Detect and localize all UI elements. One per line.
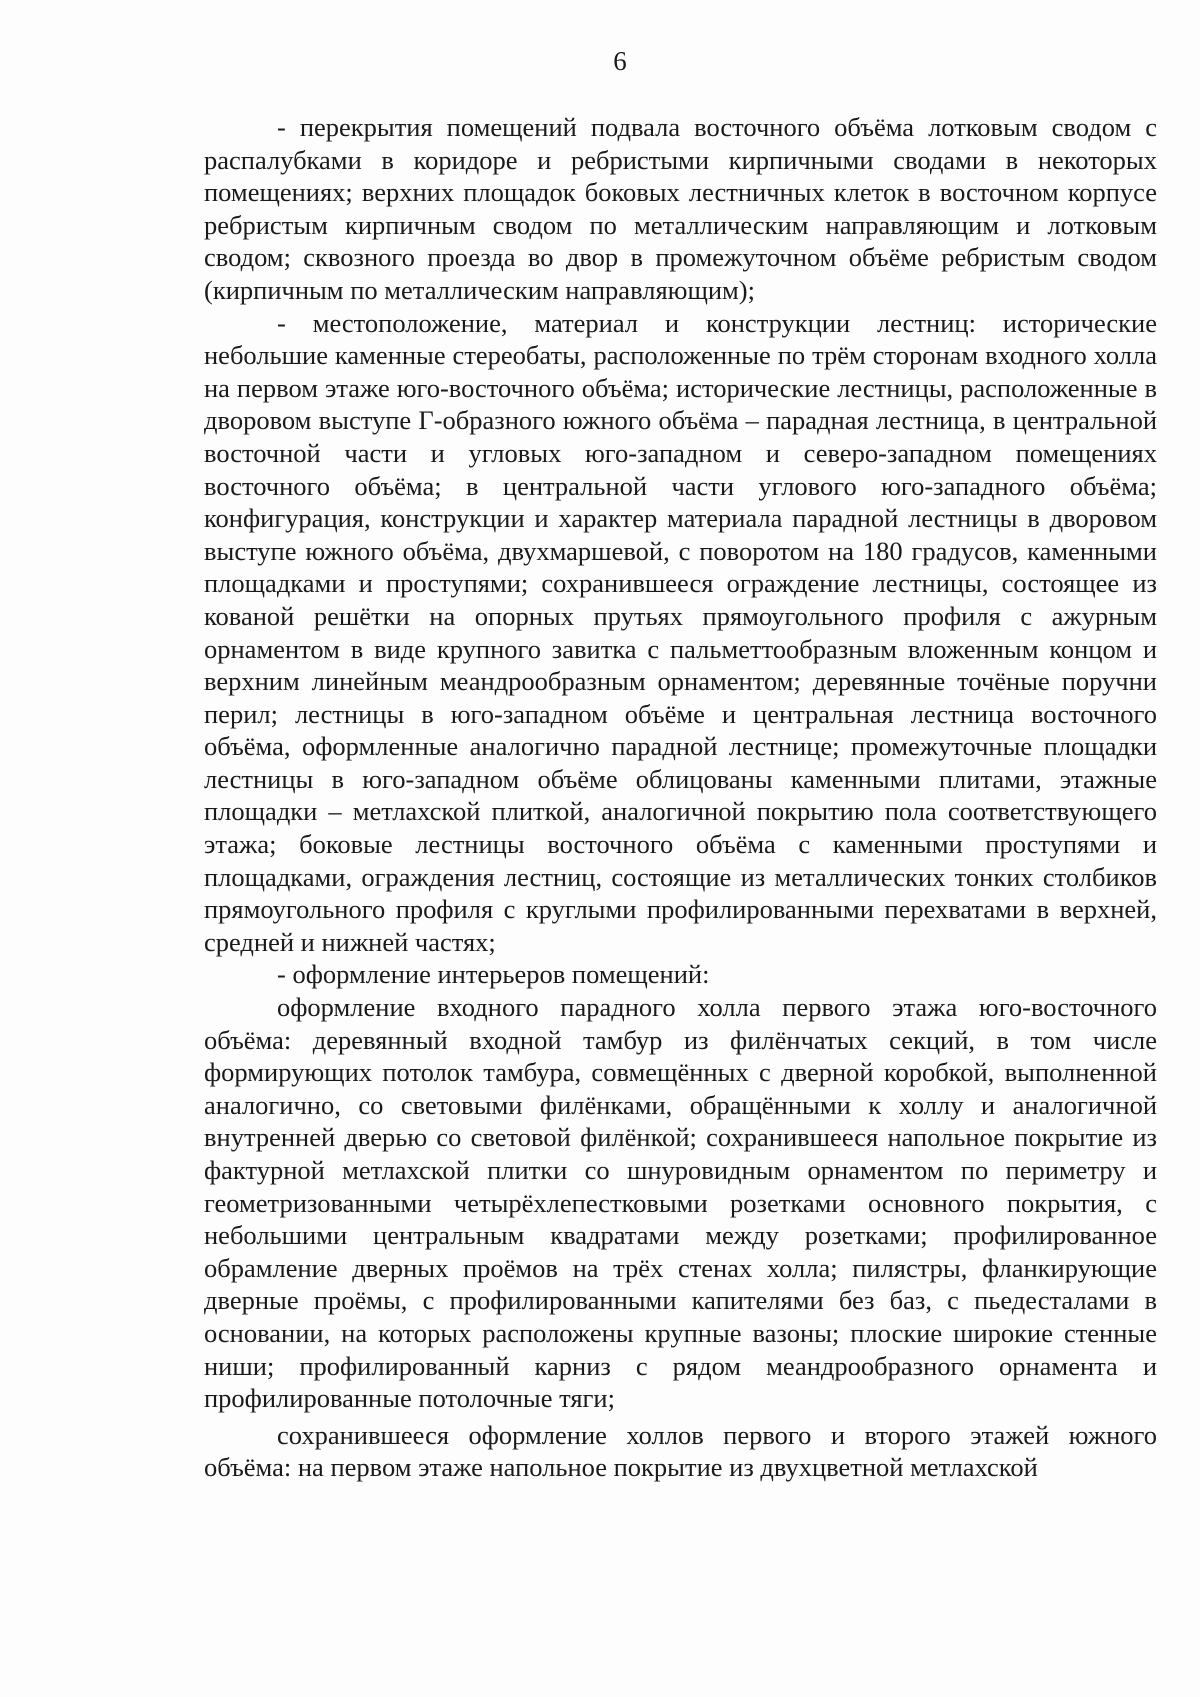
paragraph-south-halls: сохранившееся оформление холлов первого и второго этажей южного объёма: на первом этаже напольное покрытие из двухцветной метлахской bbox=[204, 1419, 1157, 1483]
document-body bbox=[204, 111, 1157, 1484]
paragraph-basement-vaults: - перекрытия помещений подвала восточного объёма лотковым сводом с распалубками в коридоре и ребристыми кирпичными сводами в некоторых помещениях; верхних площадок боковых лестничных клеток в восточном корпусе ребристым кирпичным сводом по металлическим направляющим и лотковым сводом; сквозного проезда во двор в промежуточном объёме ребристым сводом (кирпичным по металлическим направляющим); bbox=[204, 112, 1157, 305]
paragraph-staircases: - местоположение, материал и конструкции лестниц: исторические небольшие каменные стереобаты, расположенные по трём сторонам входного холла на первом этаже юго-восточного объёма; исторические лестницы, расположенные в дворовом выступе Г-образного южного объёма – парадная лестница, в центральной восточной части и угловых юго-западном и северо-западном помещениях восточного объёма; в центральной части углового юго-западного объёма; конфигурация, конструкции и характер материала парадной лестницы в дворовом выступе южного объёма, двухмаршевой, с поворотом на 180 градусов, каменными площадками и проступями; сохранившееся ограждение лестницы, состоящее из кованой решётки на опорных прутьях прямоугольного профиля с ажурным орнаментом в виде крупного завитка с пальметтообразным вложенным концом и верхним линейным меандрообразным орнаментом; деревянные точёные поручни перил; лестницы в юго-западном объёме и центральная лестница восточного объёма, оформленные аналогично парадной лестнице; промежуточные площадки лестницы в юго-западном объёме облицованы каменными плитами, этажные площадки – метлахской плиткой, аналогичной покрытию пола соответствующего этажа; боковые лестницы восточного объёма с каменными проступями и площадками, ограждения лестниц, состоящие из металлических тонких столбиков прямоугольного профиля с круглыми профилированными перехватами в верхней, средней и нижней частях; bbox=[204, 307, 1157, 957]
paragraph-entrance-hall: оформление входного парадного холла первого этажа юго-восточного объёма: деревянный входной тамбур из филёнчатых секций, в том числе формирующих потолок тамбура, совмещённых с дверной коробкой, выполненной аналогично, со световыми филёнками, обращёнными к холлу и аналогичной внутренней дверью со световой филёнкой; сохранившееся напольное покрытие из фактурной метлахской плитки со шнуровидным орнаментом по периметру и геометризованными четырёхлепестковыми розетками основного покрытия, с небольшими центральным квадратами между розетками; профилированное обрамление дверных проёмов на трёх стенах холла; пилястры, фланкирующие дверные проёмы, с профилированными капителями без баз, с пьедесталами в основании, на которых расположены крупные вазоны; плоские широкие стенные ниши; профилированный карниз с рядом меандрообразного орнамента и профилированные потолочные тяги; bbox=[204, 992, 1157, 1414]
page-number: 6 bbox=[613, 46, 627, 76]
paragraph-interiors-heading: - оформление интерьеров помещений: bbox=[277, 959, 710, 990]
